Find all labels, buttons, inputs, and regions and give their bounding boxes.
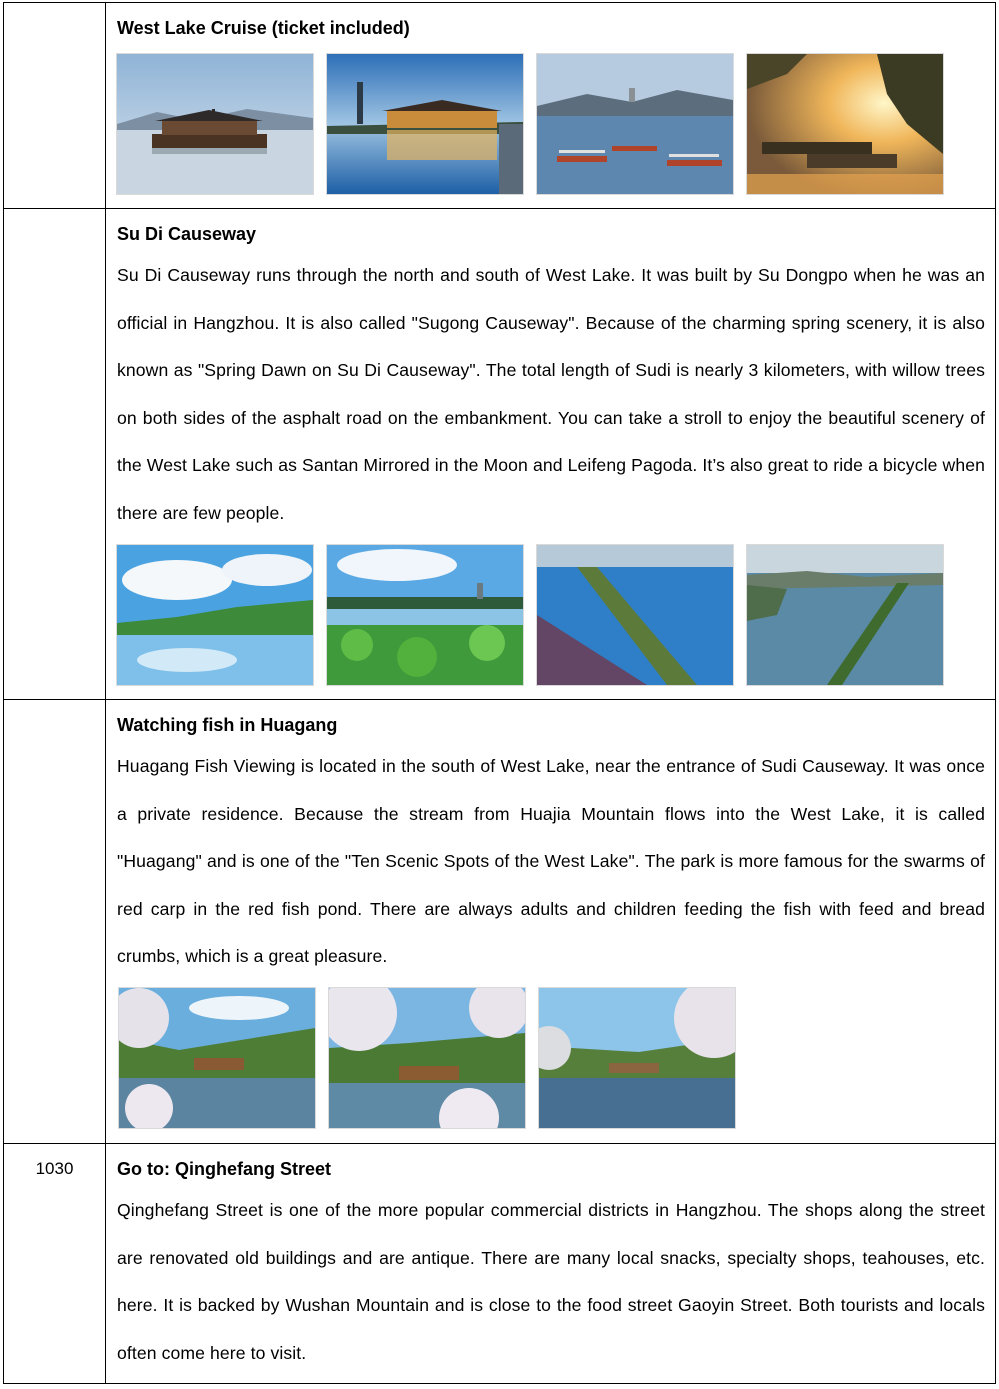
photo-boat-pavilion — [117, 54, 313, 194]
photo-lotus-leaves — [327, 545, 523, 685]
section-title: Go to: Qinghefang Street — [117, 1159, 331, 1179]
photo-sunset-boats — [747, 54, 943, 194]
itinerary-table — [3, 2, 996, 1384]
photo-lake-clouds — [117, 545, 313, 685]
photo-blossom-lake — [539, 988, 735, 1128]
time-cell — [4, 700, 106, 1144]
photo-lit-boat-dusk — [327, 54, 523, 194]
photo-aerial-causeway-lake — [747, 545, 943, 685]
photo-strip — [117, 545, 985, 695]
itinerary-row-huagang — [4, 700, 996, 1144]
content-cell — [106, 3, 996, 209]
photo-blossom-pavilion — [329, 988, 525, 1128]
content-cell — [106, 700, 996, 1144]
content-cell — [106, 1144, 996, 1384]
time-cell — [4, 209, 106, 700]
section-description: Qinghefang Street is one of the more popular commercial districts in Hangzhou. The shops along the street are renovated old buildings and are antique. There are many local snacks, specialty shops, teahouses, etc. here. It is backed by Wushan Mountain and is close to the food street Gaoyin Street. Both tourists and locals often come here to visit. — [117, 1200, 985, 1363]
photo-aerial-causeway-lotus — [537, 545, 733, 685]
section-description: Su Di Causeway runs through the north and south of West Lake. It was built by Su Dongpo when he was an official in Hangzhou. It is also called "Sugong Causeway". Because of the charming spring scenery, it is also known as "Spring Dawn on Su Di Causeway". The total length of Sudi is nearly 3 kilometers, with willow trees on both sides of the asphalt road on the embankment. You can take a stroll to enjoy the beautiful scenery of the West Lake such as Santan Mirrored in the Moon and Leifeng Pagoda. It’s also great to ride a bicycle when there are few people. — [117, 265, 985, 523]
section-title: West Lake Cruise (ticket included) — [117, 18, 410, 38]
content-cell — [106, 209, 996, 700]
itinerary-row-su-di — [4, 209, 996, 700]
itinerary-row-west-lake-cruise — [4, 3, 996, 209]
itinerary-row-qinghefang — [4, 1144, 996, 1384]
time-cell — [4, 3, 106, 209]
photo-blossom-pond — [119, 988, 315, 1128]
section-title: Watching fish in Huagang — [117, 715, 338, 735]
section-description: Huagang Fish Viewing is located in the south of West Lake, near the entrance of Sudi Causeway. It was once a private residence. Because the stream from Huajia Mountain flows into the West Lake, it is called "Huagang" and is one of the "Ten Scenic Spots of the West Lake". The park is more famous for the swarms of red carp in the red fish pond. There are always adults and children feeding the fish with feed and bread crumbs, which is a great pleasure. — [117, 756, 985, 966]
time-cell: 1030 — [4, 1144, 106, 1384]
photo-strip — [117, 54, 985, 204]
photo-small-boats — [537, 54, 733, 194]
photo-strip — [117, 988, 985, 1138]
section-title: Su Di Causeway — [117, 224, 257, 244]
